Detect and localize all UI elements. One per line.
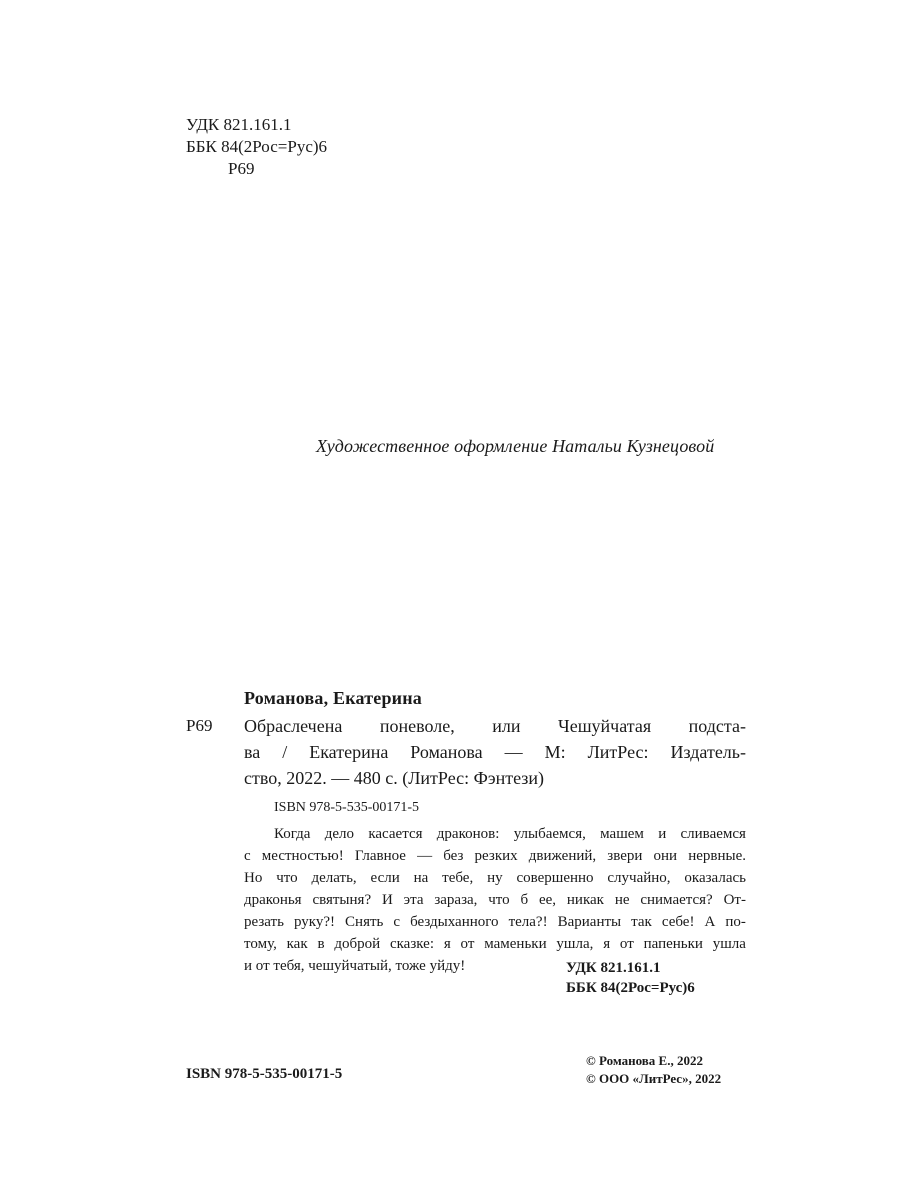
annotation-line-1	[274, 826, 746, 843]
udk-code: УДК 821.161.1	[186, 115, 292, 134]
word: Издатель-	[670, 742, 746, 762]
word: как	[286, 936, 308, 952]
word: что	[488, 892, 510, 908]
word: драконья	[244, 892, 302, 908]
author-heading: Романова, Екатерина	[244, 688, 423, 708]
word: от	[460, 936, 475, 952]
word: святыня?	[312, 892, 372, 908]
word: —	[504, 742, 523, 762]
word: и	[658, 826, 667, 842]
bbk-code: ББК 84(2Рос=Рус)6	[186, 137, 328, 156]
word: машем	[600, 826, 644, 842]
word: себе!	[661, 914, 695, 930]
word: А	[704, 914, 716, 930]
word: на	[413, 870, 429, 886]
word: ва	[244, 742, 261, 762]
word: снимается?	[640, 892, 713, 908]
word: ушла,	[556, 936, 594, 952]
word: или	[492, 716, 521, 736]
word: Когда	[274, 826, 311, 842]
annotation-line-2	[244, 848, 746, 865]
word: Екатерина	[309, 742, 389, 762]
word: от	[619, 936, 634, 952]
word: сливаемся	[680, 826, 746, 842]
word: местностью!	[261, 848, 344, 864]
word: поневоле,	[379, 716, 455, 736]
word: по-	[725, 914, 746, 930]
copyright-author: © Романова Е., 2022	[586, 1053, 703, 1068]
copyright-publisher: © ООО «ЛитРес», 2022	[586, 1071, 722, 1086]
bibliography-line-3: ство, 2022. — 480 с. (ЛитРес: Фэнтези)	[244, 768, 545, 788]
illustrator-credit: Художественное оформление Натальи Кузнецовой	[316, 436, 715, 456]
word: бездыханного	[410, 914, 499, 930]
word: Главное	[354, 848, 406, 864]
word: резких	[474, 848, 518, 864]
word: папеньки	[643, 936, 703, 952]
word: они	[653, 848, 678, 864]
annotation-line-6	[244, 936, 746, 953]
word: подста-	[688, 716, 746, 736]
copyright-block	[586, 1052, 721, 1088]
word: Обраслечена	[244, 716, 343, 736]
word: маменьки	[484, 936, 547, 952]
word: ЛитРес:	[587, 742, 649, 762]
annotation-line-7: и от тебя, чешуйчатый, тоже уйду!	[244, 958, 466, 974]
word: движений,	[528, 848, 597, 864]
bibliography-line-1	[244, 716, 746, 737]
word: без	[443, 848, 464, 864]
word: тому,	[244, 936, 277, 952]
word: —	[417, 848, 433, 864]
word: что	[276, 870, 298, 886]
catalog-isbn: ISBN 978-5-535-00171-5	[274, 800, 420, 815]
word: М:	[544, 742, 566, 762]
word: с	[244, 848, 251, 864]
word: И	[381, 892, 393, 908]
word: Чешуйчатая	[558, 716, 652, 736]
word: Романова	[410, 742, 483, 762]
word: никак	[566, 892, 604, 908]
word: тела?!	[508, 914, 548, 930]
word: руку?!	[293, 914, 335, 930]
word: я	[603, 936, 611, 952]
word: если	[370, 870, 400, 886]
catalog-udk-code: УДК 821.161.1	[566, 960, 661, 976]
word: тебе,	[442, 870, 474, 886]
word: Снять	[345, 914, 384, 930]
word: резать	[244, 914, 284, 930]
word: оказалась	[684, 870, 746, 886]
catalog-classification-codes	[566, 958, 695, 998]
word: б	[520, 892, 529, 908]
word: улыбаемся,	[513, 826, 586, 842]
word: ну	[487, 870, 503, 886]
word: От-	[723, 892, 746, 908]
annotation-line-5	[244, 914, 746, 931]
annotation-line-4	[244, 892, 746, 909]
word: я	[443, 936, 451, 952]
word: не	[614, 892, 630, 908]
bibliography-line-2	[244, 742, 746, 763]
word: касается	[368, 826, 423, 842]
header-classification-codes	[186, 114, 327, 180]
word: совершенно	[516, 870, 594, 886]
word: Но	[244, 870, 263, 886]
word: так	[631, 914, 652, 930]
word: звери	[607, 848, 643, 864]
annotation-line-3	[244, 870, 746, 887]
author-mark: Р69	[228, 159, 255, 178]
footer-isbn: ISBN 978-5-535-00171-5	[186, 1066, 343, 1082]
word: сказке:	[389, 936, 435, 952]
word: эта	[403, 892, 424, 908]
word: Варианты	[557, 914, 622, 930]
word: ушла	[712, 936, 746, 952]
word: случайно,	[607, 870, 671, 886]
word: дело	[324, 826, 355, 842]
word: ее,	[538, 892, 557, 908]
word: в	[317, 936, 325, 952]
word: делать,	[311, 870, 357, 886]
word: нервные.	[688, 848, 746, 864]
word: доброй	[334, 936, 381, 952]
catalog-bbk-code: ББК 84(2Рос=Рус)6	[566, 980, 695, 996]
word: /	[282, 742, 288, 762]
word: с	[393, 914, 401, 930]
word: зараза,	[434, 892, 478, 908]
shelf-code: Р69	[186, 716, 213, 735]
word: драконов:	[436, 826, 500, 842]
